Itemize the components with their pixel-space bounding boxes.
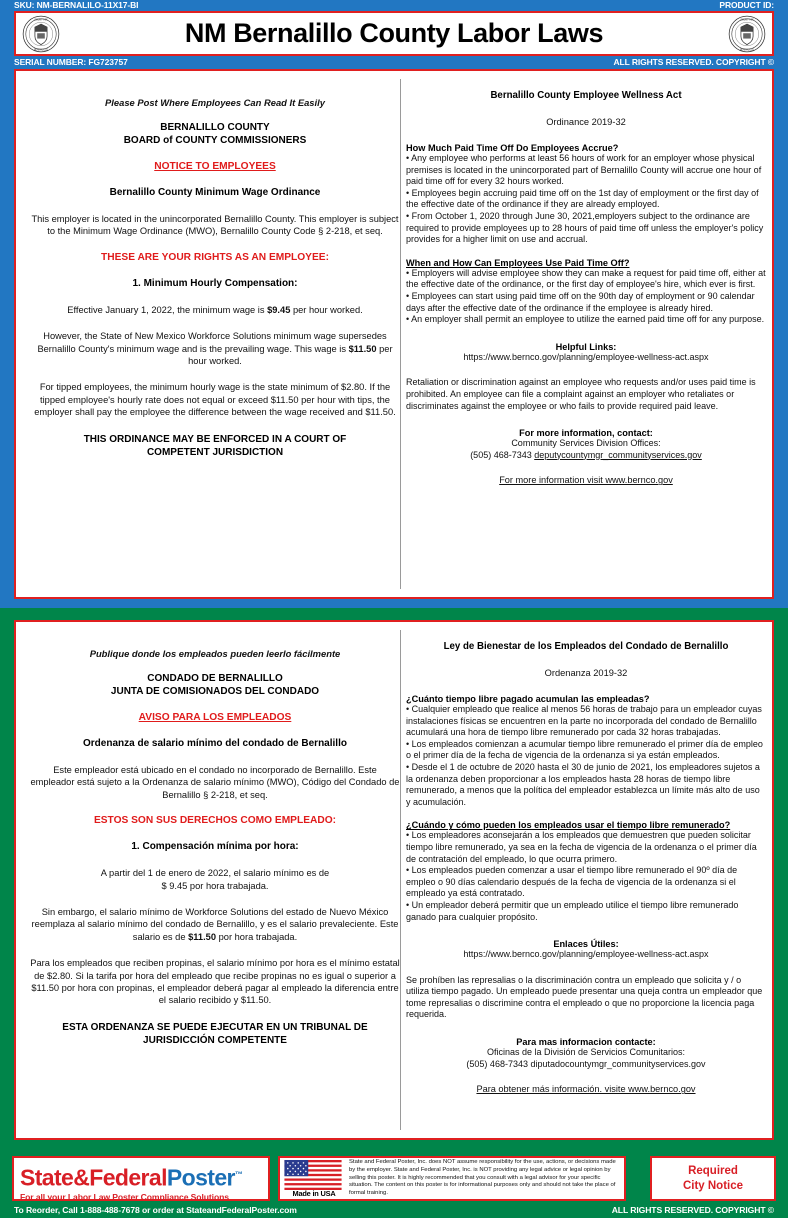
bernalillo-county-seal-left-icon (22, 15, 60, 53)
authority-line-2: BOARD of COUNTY COMMISSIONERS (123, 135, 307, 146)
required-city-notice-box (650, 1156, 776, 1201)
notice-to-employees-heading-es: AVISO PARA LOS EMPLEADOS (138, 712, 292, 723)
copyright-bottom-label: ALL RIGHTS RESERVED. COPYRIGHT © (611, 1205, 774, 1215)
contact-email[interactable]: deputycountymgr_communityservices.gov (534, 449, 702, 460)
spanish-column-divider (400, 630, 401, 1130)
page-title: NM Bernalillo County Labor Laws (184, 18, 604, 48)
authority-line-1-es: CONDADO DE BERNALILLO (147, 673, 283, 684)
serial-strip (0, 56, 788, 68)
disclaimer-box (278, 1156, 626, 1201)
tipped-wage-paragraph-es: Para los empleados que reciben propinas, el salario mínimo por hora es el mínimo estatal de $2.80. Si la tarifa por hora del empleado que recibe propinas no es igual o superior a $11.50 por hora con propinas, el empleador deberá pagar al empleado la diferencia entre el salario recibido y $11.50. (30, 958, 400, 1006)
english-column-divider (400, 79, 401, 589)
wellness-act-title: Bernalillo County Employee Wellness Act (490, 90, 682, 101)
more-information-link[interactable]: For more information visit www.bernco.gov (499, 475, 673, 486)
usage-bullet-1-es: • Los empleadores aconsejarán a los empleados que demuestren que pueden solicitar tiempo libre remunerado, ya sea en la fecha de vigencia de la ordenanza o el primer día de contratación del empleado, lo que ocurra primero. (406, 830, 757, 864)
accrual-question-heading-es: ¿Cuánto tiempo libre pagado acumulan las empleadas? (406, 694, 650, 704)
employee-rights-heading: THESE ARE YOUR RIGHTS AS AN EMPLOYEE: (101, 251, 329, 263)
legal-disclaimer-text: State and Federal Poster, Inc. does NOT assume responsibility for the use, actions, or decisions made by the employer. State and Federal Poster, Inc. is NOT providing any legal advice or legal opinion by selling this poster. It is highly recommended that you consult with a legal advisor for your specific situation. The content on this poster is for informational purposes only and should not take the place of formal training. (349, 1158, 616, 1197)
footer-inner (0, 1148, 788, 1218)
product-id-label: PRODUCT ID: (719, 0, 774, 10)
contact-heading-es: Para mas informacion contacte: (516, 1037, 656, 1048)
enforcement-line-2: COMPETENT JURISDICTION (146, 446, 284, 458)
brand-tagline: For all your Labor Law Poster Compliance Solutions (20, 1191, 229, 1202)
helpful-links-label-es: Enlaces Útiles: (553, 939, 619, 950)
brand-ampersand: & (73, 1164, 90, 1191)
wellness-ordinance-number-es: Ordenanza 2019-32 (544, 668, 628, 678)
spanish-right-column (406, 632, 766, 1094)
helpful-links-url[interactable]: https://www.bernco.gov/planning/employee-wellness-act.aspx (463, 351, 709, 362)
post-notice-text: Please Post Where Employees Can Read It Easily (105, 97, 325, 108)
accrual-question-heading: How Much Paid Time Off Do Employees Accrue? (406, 143, 619, 153)
brand-poster-text: Poster (166, 1164, 235, 1191)
sku-strip (0, 0, 788, 11)
usage-question-heading-es: ¿Cuándo y cómo pueden los empleados usar el tiempo libre remunerado? (406, 820, 731, 831)
authority-line-1: BERNALILLO COUNTY (160, 122, 270, 133)
poster-title-bar (14, 11, 774, 56)
retaliation-paragraph-es: Se prohíben las represalias o la discriminación contra un empleado que solicita y / o utiliza tiempo pagado. Un empleado puede presentar una queja contra un empleador que tome represalias o discrimine contra el empleado o que no proporcione la licencia paga requerida. (406, 974, 763, 1020)
contact-heading: For more information, contact: (519, 428, 653, 439)
reorder-text: To Reorder, Call 1-888-488-7678 or order at StateandFederalPoster.com (14, 1205, 297, 1215)
brand-wordmark (20, 1162, 262, 1191)
contact-line: (505) 468-7343 deputycountymgr_communityservices.gov (470, 449, 702, 460)
contact-office-es: Oficinas de la División de Servicios Comunitarios: (486, 1047, 686, 1058)
enforcement-line-1: THIS ORDINANCE MAY BE ENFORCED IN A COURT OF (83, 433, 347, 445)
svg-text:BERNALILLO: BERNALILLO (34, 49, 48, 52)
brand-federal-text: Federal (89, 1164, 167, 1191)
accrual-bullet-1: • Any employee who performs at least 56 hours of work for an employer whose physical premises is located in the unincorporated part of Bernalillo County will accrue one hour of paid time off for every 32 hours worked. (406, 153, 762, 187)
svg-text:BERNALILLO: BERNALILLO (740, 49, 754, 52)
usage-bullet-3: • An employer shall permit an employee to utilize the earned paid time off for any purpose. (406, 314, 765, 325)
brand-state-text: State (20, 1164, 74, 1191)
wellness-ordinance-number: Ordinance 2019-32 (546, 117, 626, 127)
usage-question-heading: When and How Can Employees Use Paid Time Off? (406, 257, 630, 268)
footer-band (0, 1148, 788, 1218)
tipped-wage-paragraph: For tipped employees, the minimum hourly wage is the state minimum of $2.80. If the tipped employee's hourly rate does not equal or exceed $11.50 per hour with tips, the employer shall pay the employee the difference between the wage received and $11.50. (34, 382, 396, 418)
accrual-bullet-2: • Employees begin accruing paid time off on the 1st day of employment or the first day of the effective date of the ordinance if they are already employed. (406, 187, 759, 210)
contact-email-es[interactable]: diputadocountymgr_communityservices.gov (530, 1058, 706, 1069)
enforcement-line-1-es: ESTA ORDENANZA SE PUEDE EJECUTAR EN UN TRIBUNAL DE (62, 1021, 368, 1033)
serial-number-label: SERIAL NUMBER: FG723757 (14, 57, 128, 67)
bernalillo-county-seal-right-icon (728, 15, 766, 53)
usage-bullet-2-es: • Los empleados pueden comenzar a usar el tiempo libre remunerado el 90º día de empleo o 90 días calendario después de la fecha de vigencia de la ordenanza si el empleado ya está contratado. (406, 865, 738, 899)
brand-logo-box (12, 1156, 270, 1201)
ordinance-intro-paragraph-es: Este empleador está ubicado en el condado no incorporado de Bernalillo. Este empleador está sujeto a la Ordenanza de salario mínimo (MWO), Código del Condado de Bernalillo § 2-218, et seq. (30, 765, 400, 800)
helpful-links-url-es[interactable]: https://www.bernco.gov/planning/employee-wellness-act.aspx (463, 949, 709, 960)
svg-text:COUNTY OF: COUNTY OF (34, 18, 48, 21)
english-left-column (30, 81, 400, 459)
retaliation-paragraph: Retaliation or discrimination against an employee who requests and/or uses paid time is prohibited. An employee can file a complaint against an employer who retaliates or discriminates against the employee or who fails to provide required paid leave. (406, 377, 756, 411)
contact-line-es: (505) 468-7343 diputadocountymgr_communityservices.gov (466, 1058, 706, 1069)
minimum-wage-ordinance-title-es: Ordenanza de salario mínimo del condado de Bernalillo (83, 738, 347, 749)
post-notice-text-es: Publique donde los empleados pueden leerlo fácilmente (89, 648, 341, 659)
usage-bullet-1: • Employers will advise employee show they can make a request for paid time off, either at the effective date of the ordinance, or the first day of employee's hire, which ever is first. (406, 267, 766, 290)
contact-office: Community Services Division Offices: (511, 438, 661, 449)
spanish-left-column (30, 632, 400, 1047)
effective-wage-line-2-es: $ 9.45 por hora trabajada. (161, 880, 269, 891)
helpful-links-label: Helpful Links: (555, 341, 617, 352)
footer-strip (0, 1203, 788, 1218)
svg-text:COUNTY OF: COUNTY OF (740, 18, 754, 21)
enforcement-line-2-es: JURISDICCIÓN COMPETENTE (143, 1034, 287, 1046)
required-notice-line-1: Required (688, 1164, 738, 1177)
state-wage-paragraph-es: Sin embargo, el salario mínimo de Workforce Solutions del estado de Nuevo México reemplaza al salario mínimo del condado de Bernalillo, y es el salario prevaleciente. Este salario es de $11.50 por hora trabajada. (31, 907, 399, 942)
employee-rights-heading-es: ESTOS SON SUS DERECHOS COMO EMPLEADO: (93, 815, 337, 827)
effective-wage-line-1-es: A partir del 1 de enero de 2022, el salario mínimo es de (100, 868, 330, 879)
sku-label: SKU: NM-BERNALILO-11X17-BI (14, 0, 139, 10)
minimum-hourly-compensation-heading-es: 1. Compensación mínima por hora: (131, 841, 299, 853)
notice-to-employees-heading: NOTICE TO EMPLOYEES (154, 161, 276, 172)
usa-flag-icon (283, 1160, 343, 1190)
accrual-bullet-3: • From October 1, 2020 through June 30, 2021,employers subject to the ordinance are required to provide employees up to 28 hours of paid time off unless the employer's policy provides for a higher limit on use and accrual. (406, 210, 764, 245)
authority-line-2-es: JUNTA DE COMISIONADOS DEL CONDADO (110, 686, 320, 697)
trademark-icon: ™ (234, 1170, 243, 1179)
minimum-wage-ordinance-title: Bernalillo County Minimum Wage Ordinance (109, 187, 321, 198)
usage-bullet-3-es: • Un empleador deberá permitir que un empleado utilice el tiempo libre remunerado ganado para cualquier propósito. (406, 899, 739, 922)
effective-wage-paragraph: Effective January 1, 2022, the minimum wage is $9.45 per hour worked. (67, 304, 363, 315)
ordinance-intro-paragraph: This employer is located in the unincorporated Bernalillo County. This employer is subject to the Minimum Wage Ordinance (MWO), Bernalillo County Code § 2-218, et seq. (31, 214, 399, 237)
more-information-link-es[interactable]: Para obtener más información. visite www.bernco.gov (476, 1084, 696, 1095)
minimum-hourly-compensation-heading: 1. Minimum Hourly Compensation: (132, 277, 298, 289)
accrual-bullet-1-es: • Cualquier empleado que realice al menos 56 horas de trabajo para un empleador cuyas instalaciones físicas se encuentren en la parte no incorporada del condado de Bernalillo acumulará una hora de tiempo libre remunerado por cada 32 horas trabajadas. (406, 704, 762, 738)
made-in-usa-label: Made in USA (292, 1188, 336, 1198)
usage-bullet-2: • Employees can start using paid time off on the 90th day of employment or 90 calendar days after the effective date of the ordinance if the employee is already hired. (406, 290, 755, 313)
accrual-bullet-3-es: • Desde el 1 de octubre de 2020 hasta el 30 de junio de 2021, los empleadores sujetos a la ordenanza deben proporcionar a los empleados hasta 28 horas de tiempo libre remunerado, a menos que la política del empleador establezca un límite más alto de uso y acumulación. (406, 761, 760, 807)
copyright-top-label: ALL RIGHTS RESERVED. COPYRIGHT © (613, 57, 774, 67)
required-notice-line-2: City Notice (682, 1179, 744, 1192)
english-content-card (14, 69, 774, 599)
spanish-content-card (14, 620, 774, 1140)
english-right-column (406, 81, 766, 485)
accrual-bullet-2-es: • Los empleados comienzan a acumular tiempo libre remunerado el primer día de empleo o el primer día de la fecha de vigencia de la ordenanza si ya están empleados. (406, 738, 763, 761)
flag-block (283, 1160, 345, 1198)
state-wage-paragraph: However, the State of New Mexico Workforce Solutions minimum wage supersedes Bernalillo County's minimum wage and is the prevailing wage. This wage is $11.50 per hour worked. (37, 331, 393, 367)
wellness-act-title-es: Ley de Bienestar de los Empleados del Condado de Bernalillo (443, 641, 729, 652)
